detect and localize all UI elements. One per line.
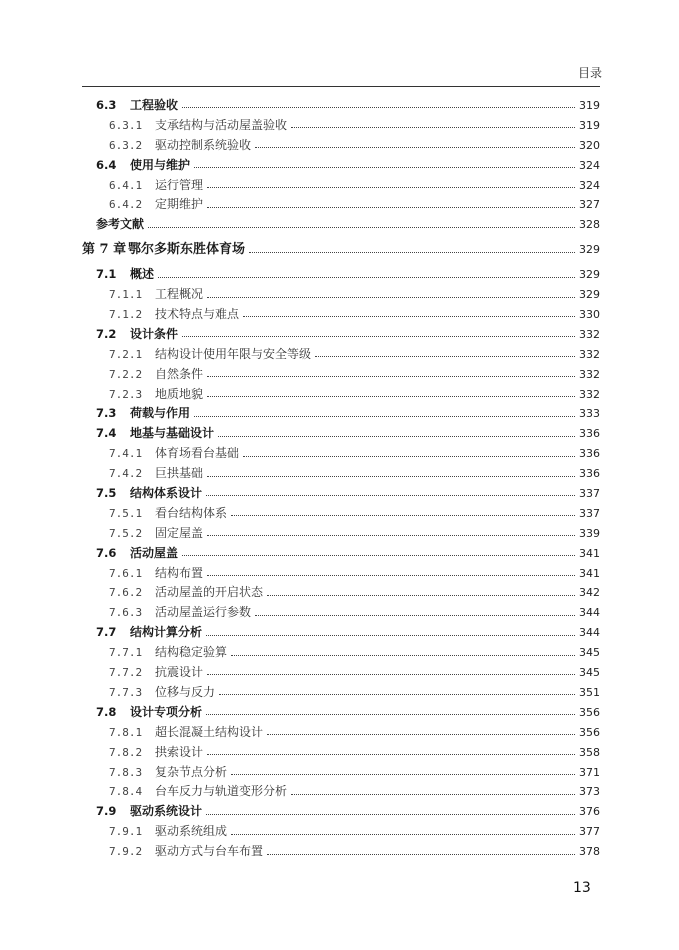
toc-subsection-entry [82, 723, 600, 743]
toc-entry-page: 371 [579, 765, 600, 779]
toc-entry-page: 319 [579, 99, 600, 112]
toc-entry-number: 7.4.2 [109, 467, 143, 481]
dot-leader [207, 754, 575, 755]
toc-entry-page: 373 [579, 785, 600, 799]
toc-entry-number: 7.3 [96, 406, 117, 421]
dot-leader [291, 127, 575, 128]
toc-entry-page: 342 [579, 586, 600, 600]
toc-entry-title: 工程验收 [130, 98, 179, 112]
dot-leader [207, 396, 575, 397]
toc-entry-title: 驱动方式与台车布置 [155, 844, 264, 859]
toc-entry-number: 7.6 [96, 545, 117, 560]
toc-entry-page: 339 [579, 526, 600, 540]
toc-entry-number: 7.8.4 [109, 785, 143, 799]
toc-entry-page: 376 [579, 805, 600, 819]
toc-entry-number: 7.5.1 [109, 506, 143, 520]
dot-leader [182, 555, 575, 556]
toc-entry-title: 技术特点与难点 [155, 307, 240, 322]
toc-entry-title: 驱动系统组成 [155, 824, 228, 839]
dot-leader [267, 854, 575, 855]
toc-entry-number: 7.9.2 [109, 845, 143, 859]
page-number: 13 [573, 880, 591, 896]
toc-entry-number: 7.6.1 [109, 566, 143, 580]
dot-leader [219, 694, 575, 695]
toc-section-entry [82, 325, 600, 345]
toc-entry-number: 7.8.3 [109, 765, 143, 779]
toc-section-entry [82, 484, 600, 504]
toc-entry-title: 使用与维护 [130, 157, 191, 172]
dot-leader [207, 207, 575, 208]
toc-entry-page: 345 [579, 666, 600, 680]
toc-entry-page: 329 [579, 243, 600, 257]
toc-entry-number: 6.3.1 [109, 118, 143, 132]
toc-entry-number: 7.1.1 [109, 288, 143, 302]
toc-subsection-entry [82, 365, 600, 385]
toc-entry-number: 6.4 [96, 157, 117, 172]
dot-leader [207, 535, 575, 536]
toc-subsection-entry [82, 285, 600, 305]
dot-leader [231, 655, 575, 656]
toc-entry-page: 327 [579, 198, 600, 212]
toc-entry-number: 7.7.1 [109, 646, 143, 660]
toc-subsection-entry [82, 385, 600, 405]
toc-entry-number: 7.4.1 [109, 447, 143, 461]
toc-entry-number: 7.2.3 [109, 387, 143, 401]
toc-entry-title: 体育场看台基础 [155, 446, 240, 461]
toc-subsection-entry [82, 464, 600, 484]
toc-section-entry [82, 544, 600, 564]
dot-leader [206, 714, 575, 715]
dot-leader [207, 674, 575, 675]
toc-entry-number: 7.6.3 [109, 606, 143, 620]
toc-subsection-entry [82, 136, 600, 156]
toc-chapter-entry [82, 235, 600, 265]
toc-entry-page: 332 [579, 347, 600, 361]
toc-subsection-entry [82, 345, 600, 365]
toc-entry-page: 333 [579, 407, 600, 421]
toc-entry-title: 驱动控制系统验收 [155, 137, 252, 152]
toc-section-entry [82, 802, 600, 822]
toc-entry-number: 7.8 [96, 704, 117, 719]
toc-entry-title: 参考文献 [96, 217, 145, 232]
dot-leader [194, 416, 575, 417]
toc-entry-page: 332 [579, 327, 600, 341]
toc-entry-page: 330 [579, 308, 600, 322]
toc-entry-title: 拱索设计 [155, 744, 204, 759]
toc-entry-number: 7.4 [96, 426, 117, 441]
toc-entry-title: 设计专项分析 [130, 704, 203, 719]
dot-leader [231, 774, 575, 775]
header-label: 目录 [578, 66, 603, 80]
toc-entry-number: 7.8.1 [109, 725, 143, 739]
toc-entry-page: 358 [579, 745, 600, 759]
toc-entry-title: 自然条件 [155, 366, 204, 381]
dot-leader [255, 615, 575, 616]
toc-entry-page: 337 [579, 506, 600, 520]
toc-subsection-entry [82, 176, 600, 196]
dot-leader [207, 187, 575, 188]
toc-entry-title: 定期维护 [155, 197, 204, 212]
dot-leader [267, 595, 575, 596]
dot-leader [207, 376, 575, 377]
toc-entry-title: 结构设计使用年限与安全等级 [155, 346, 312, 361]
toc-entry-title: 结构稳定验算 [155, 645, 228, 660]
toc-entry-number: 7.2 [96, 326, 117, 341]
toc-entry-title: 地基与基础设计 [130, 426, 215, 441]
toc-entry-title: 看台结构体系 [155, 505, 228, 520]
toc-section-entry [82, 96, 600, 116]
toc-entry-title: 地质地貌 [155, 386, 204, 401]
dot-leader [243, 456, 575, 457]
toc-entry-page: 341 [579, 546, 600, 560]
toc-entry-title: 荷载与作用 [130, 406, 191, 421]
toc-entry-title: 位移与反力 [155, 684, 216, 699]
toc-subsection-entry [82, 842, 600, 862]
toc-entry-title: 台车反力与轨道变形分析 [155, 784, 288, 799]
toc-entry-title: 固定屋盖 [155, 525, 204, 540]
toc-entry-page: 356 [579, 705, 600, 719]
dot-leader [206, 495, 575, 496]
toc-subsection-entry [82, 663, 600, 683]
toc-entry-page: 341 [579, 566, 600, 580]
dot-leader [231, 834, 575, 835]
toc-subsection-entry [82, 822, 600, 842]
toc-entry-page: 324 [579, 178, 600, 192]
dot-leader [243, 316, 575, 317]
toc-entry-number: 7.2.1 [109, 347, 143, 361]
toc-entry-page: 320 [579, 138, 600, 152]
toc-entry-title: 设计条件 [130, 326, 179, 341]
toc-entry-number: 7.1.2 [109, 308, 143, 322]
toc-entry-title: 超长混凝土结构设计 [155, 724, 264, 739]
toc-subsection-entry [82, 603, 600, 623]
toc-entry-page: 329 [579, 288, 600, 302]
toc-entry-title: 支承结构与活动屋盖验收 [155, 117, 288, 132]
toc-entry-number: 7.9.1 [109, 825, 143, 839]
dot-leader [158, 277, 575, 278]
toc-entry-title: 活动屋盖的开启状态 [155, 585, 264, 600]
toc-entry-title: 结构体系设计 [130, 486, 203, 501]
toc-entry-page: 332 [579, 367, 600, 381]
toc-entry-title: 结构布置 [155, 565, 204, 580]
dot-leader [182, 107, 575, 108]
toc-entry-page: 377 [579, 825, 600, 839]
toc-entry-number: 6.4.2 [109, 198, 143, 212]
toc-entry-title: 驱动系统设计 [130, 804, 203, 819]
toc-section-entry [82, 156, 600, 176]
toc-subsection-entry [82, 763, 600, 783]
toc-entry-page: 336 [579, 467, 600, 481]
toc-entry-title: 概述 [130, 267, 155, 282]
dot-leader [194, 167, 575, 168]
toc-subsection-entry [82, 524, 600, 544]
toc-entry-page: 356 [579, 725, 600, 739]
toc-entry-number: 7.6.2 [109, 586, 143, 600]
dot-leader [148, 227, 575, 228]
toc-subsection-entry [82, 195, 600, 215]
dot-leader [206, 814, 575, 815]
toc-entry-number: 6.3 [96, 98, 117, 112]
toc-entry-title: 工程概况 [155, 287, 204, 302]
dot-leader [207, 297, 575, 298]
toc-entry-page: 319 [579, 118, 600, 132]
toc-entry-page: 324 [579, 158, 600, 172]
toc-entry-page: 328 [579, 218, 600, 232]
toc-entry-title: 活动屋盖 [130, 545, 179, 560]
toc-subsection-entry [82, 444, 600, 464]
toc-entry-page: 378 [579, 845, 600, 859]
toc-entry-number: 7.9 [96, 804, 117, 819]
toc-entry-number: 7.7.2 [109, 666, 143, 680]
toc-entry-number: 7.7 [96, 625, 117, 640]
toc-subsection-entry [82, 504, 600, 524]
toc-entry-page: 332 [579, 387, 600, 401]
toc-entry-number: 7.7.3 [109, 685, 143, 699]
toc-entry-title: 运行管理 [155, 177, 204, 192]
dot-leader [207, 575, 575, 576]
dot-leader [182, 336, 575, 337]
dot-leader [315, 356, 575, 357]
toc-entry-page: 344 [579, 626, 600, 640]
toc-entry-number: 6.3.2 [109, 138, 143, 152]
toc-entry-number: 7.8.2 [109, 745, 143, 759]
dot-leader [255, 147, 575, 148]
toc-entry-title: 巨拱基础 [155, 466, 204, 481]
toc-entry-number: 6.4.1 [109, 178, 143, 192]
dot-leader [249, 252, 575, 253]
toc-entry-page: 337 [579, 487, 600, 501]
dot-leader [291, 794, 575, 795]
toc-entry-page: 344 [579, 606, 600, 620]
toc-entry-number: 7.5 [96, 486, 117, 501]
dot-leader [207, 476, 575, 477]
dot-leader [267, 734, 575, 735]
toc-entry-title: 复杂节点分析 [155, 764, 228, 779]
toc-entry-title: 抗震设计 [155, 665, 204, 680]
header-rule [82, 86, 600, 87]
toc-subsection-entry [82, 305, 600, 325]
toc-entry-page: 329 [579, 268, 600, 282]
toc-section-entry [82, 404, 600, 424]
toc-entry-number: 7.1 [96, 267, 117, 282]
toc-entry-page: 336 [579, 447, 600, 461]
toc-subsection-entry [82, 583, 600, 603]
toc-entry-page: 345 [579, 646, 600, 660]
toc-section-entry [82, 265, 600, 285]
toc-subsection-entry [82, 782, 600, 802]
toc-entry-number: 7.5.2 [109, 526, 143, 540]
toc-references-entry [82, 215, 600, 235]
table-of-contents [82, 96, 600, 862]
toc-entry-title: 鄂尔多斯东胜体育场 [128, 242, 246, 258]
toc-entry-title: 活动屋盖运行参数 [155, 605, 252, 620]
dot-leader [206, 635, 575, 636]
toc-entry-page: 336 [579, 427, 600, 441]
toc-entry-page: 351 [579, 685, 600, 699]
toc-section-entry [82, 424, 600, 444]
toc-section-entry [82, 623, 600, 643]
toc-subsection-entry [82, 683, 600, 703]
dot-leader [218, 436, 575, 437]
toc-subsection-entry [82, 116, 600, 136]
toc-subsection-entry [82, 564, 600, 584]
toc-entry-number: 第 7 章 [82, 242, 127, 258]
toc-subsection-entry [82, 743, 600, 763]
dot-leader [231, 515, 575, 516]
toc-section-entry [82, 703, 600, 723]
toc-entry-number: 7.2.2 [109, 367, 143, 381]
toc-entry-title: 结构计算分析 [130, 625, 203, 640]
toc-subsection-entry [82, 643, 600, 663]
